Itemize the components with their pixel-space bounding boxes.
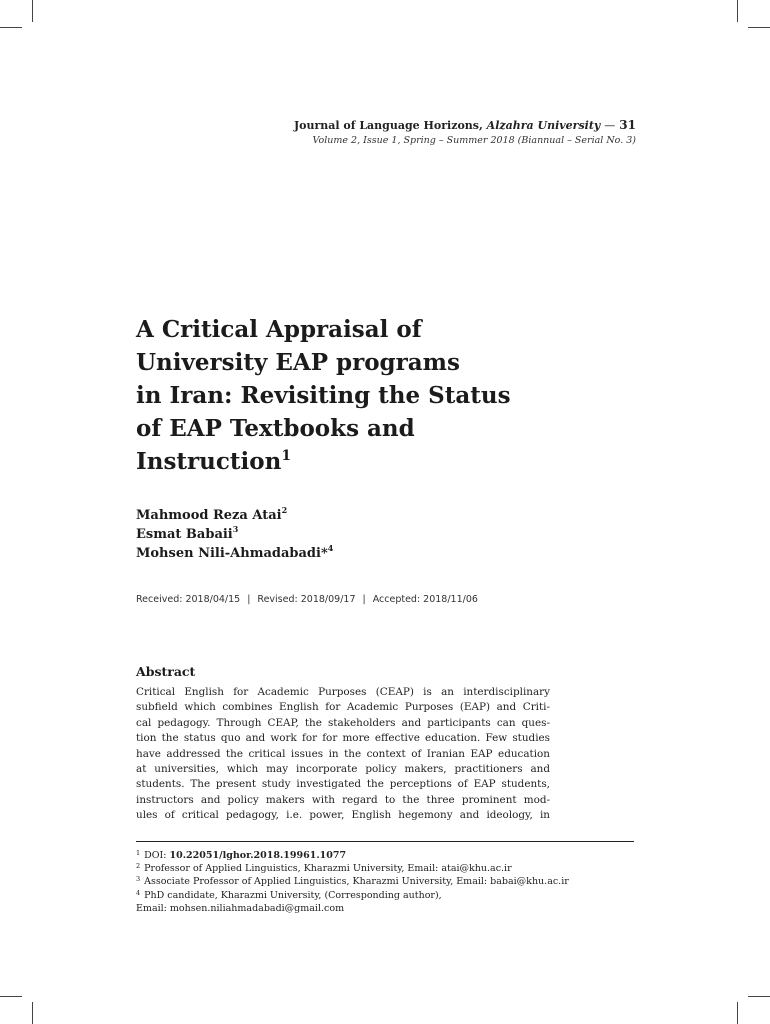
- footnote-author-1: [136, 862, 636, 875]
- title-line: in Iran: Revisiting the Status: [136, 382, 511, 409]
- abstract-line: tion the status quo and work for for more effective education. Few studies: [136, 732, 550, 745]
- abstract-line: subfield which combines English for Academic Purposes (EAP) and Criti-: [136, 701, 550, 714]
- footnote-mark: 1: [136, 849, 141, 857]
- journal-university: Alzahra University: [486, 119, 601, 132]
- title-footnote-mark: 1: [281, 448, 292, 464]
- footnote-prefix: DOI:: [144, 850, 170, 861]
- journal-line: [294, 118, 636, 132]
- crop-mark: [748, 996, 770, 997]
- title-line: University EAP programs: [136, 349, 460, 376]
- author-footnote-mark: 4: [327, 543, 334, 553]
- revised-date: Revised: 2018/09/17: [257, 594, 356, 605]
- abstract-heading: Abstract: [136, 664, 196, 679]
- author-footnote-mark: 3: [232, 524, 239, 534]
- footnotes: [136, 849, 636, 915]
- footnote-author-3: [136, 889, 636, 902]
- crop-mark: [748, 27, 770, 28]
- date-separator: |: [362, 594, 366, 605]
- crop-mark: [0, 996, 22, 997]
- footnote-text: Associate Professor of Applied Linguistics, Kharazmi University, Email: babai@khu.ac.ir: [144, 876, 569, 888]
- abstract-line: have addressed the critical issues in the context of Iranian EAP education: [136, 747, 550, 760]
- abstract-line: Critical English for Academic Purposes (CEAP) is an interdisciplinary: [136, 686, 550, 698]
- abstract-line: cal pedagogy. Through CEAP, the stakeholders and participants can ques-: [136, 716, 550, 729]
- accepted-date: Accepted: 2018/11/06: [372, 594, 478, 605]
- author: [136, 544, 333, 563]
- footnote-email: [136, 902, 636, 915]
- running-header: [294, 118, 636, 146]
- crop-mark: [0, 27, 22, 28]
- abstract-body: [136, 685, 550, 824]
- article-title: [136, 313, 556, 478]
- crop-mark: [737, 0, 738, 22]
- header-dash: —: [604, 119, 616, 132]
- footnote-text: Email: mohsen.niliahmadabadi@gmail.com: [136, 902, 345, 914]
- author-name: Mahmood Reza Atai: [136, 508, 282, 523]
- crop-mark: [737, 1002, 738, 1024]
- title-line: of EAP Textbooks and: [136, 415, 415, 442]
- footnote-mark: 4: [136, 888, 141, 897]
- abstract-line: ules of critical pedagogy, i.e. power, English hegemony and ideology, in: [136, 809, 550, 822]
- footnote-doi: [136, 849, 636, 862]
- title-line: A Critical Appraisal of: [136, 316, 422, 343]
- abstract-line: instructors and policy makers with regard to the three prominent mod-: [136, 793, 550, 806]
- footnote-mark: 2: [136, 862, 141, 871]
- volume-line: Volume 2, Issue 1, Spring – Summer 2018 (Biannual – Serial No. 3): [312, 135, 636, 146]
- doi-value[interactable]: 10.22051/lghor.2018.19961.1077: [169, 850, 347, 861]
- journal-name: Journal of Language Horizons,: [293, 119, 487, 132]
- abstract-line: at universities, which may incorporate policy makers, practitioners and: [136, 762, 550, 775]
- author-name: Mohsen Nili-Ahmadabadi*: [136, 546, 328, 561]
- date-separator: |: [247, 594, 251, 605]
- author: [136, 506, 333, 525]
- page-number: 31: [619, 118, 636, 132]
- article-dates: [136, 594, 478, 605]
- footnote-author-2: [136, 875, 636, 888]
- received-date: Received: 2018/04/15: [136, 594, 241, 605]
- crop-mark: [32, 1002, 33, 1024]
- author-name: Esmat Babaii: [136, 527, 233, 542]
- title-line: [136, 445, 556, 478]
- footnote-mark: 3: [136, 875, 141, 884]
- author-list: [136, 506, 333, 563]
- crop-mark: [32, 0, 33, 22]
- abstract-line: students. The present study investigated the perceptions of EAP students,: [136, 778, 550, 791]
- author: [136, 525, 333, 544]
- author-footnote-mark: 2: [281, 505, 288, 515]
- footnote-text: Professor of Applied Linguistics, Kharazmi University, Email: atai@khu.ac.ir: [144, 863, 512, 875]
- footnote-text: PhD candidate, Kharazmi University, (Corresponding author),: [144, 889, 442, 901]
- footnote-divider: [136, 841, 634, 842]
- title-last-word: Instruction: [136, 448, 282, 475]
